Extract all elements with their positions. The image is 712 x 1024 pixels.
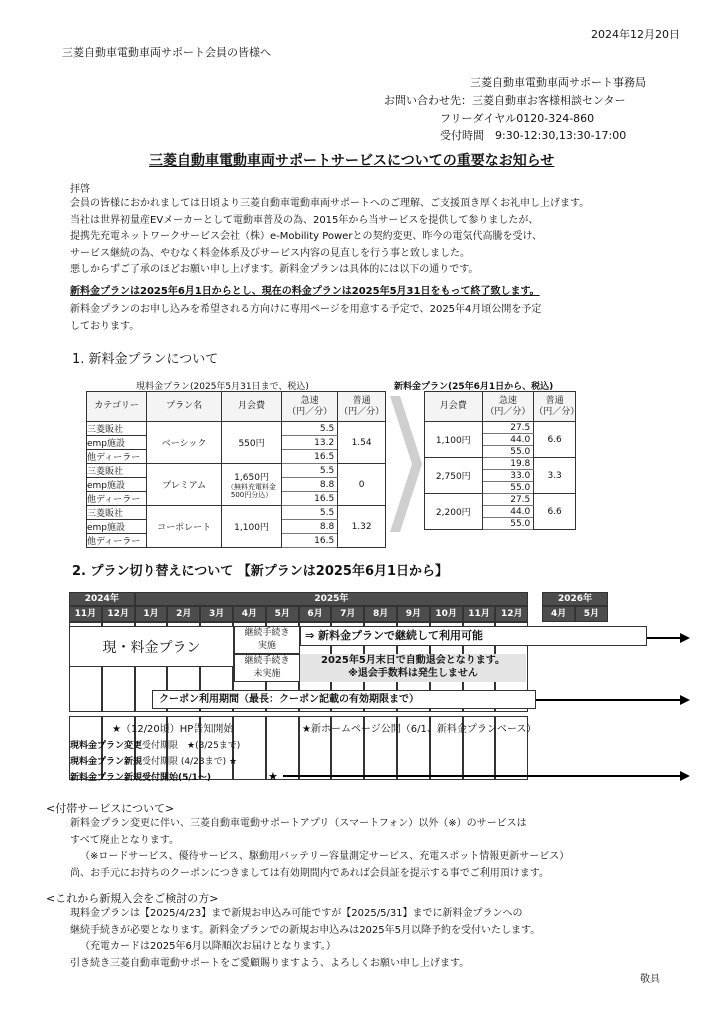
sender-office: 三菱自動車電動車両サポート事務局 bbox=[470, 76, 646, 89]
rapid-rate: 8.8 bbox=[282, 478, 338, 492]
rapid-rate: 16.5 bbox=[282, 450, 338, 464]
header-rapid: 急速 （円／分） bbox=[482, 392, 534, 422]
new-plan-caption: 新料金プラン(25年6月1日から、税込) bbox=[394, 382, 554, 392]
month-header: 9月 bbox=[397, 606, 430, 622]
header-plan: プラン名 bbox=[147, 392, 222, 422]
category-cell: 三菱販社 bbox=[87, 506, 147, 520]
rapid-rate: 5.5 bbox=[282, 506, 338, 520]
header-fee: 月会費 bbox=[221, 392, 281, 422]
addressee: 三菱自動車電動車両サポート会員の皆様へ bbox=[62, 46, 271, 59]
new-rapid-rate: 55.0 bbox=[482, 518, 534, 530]
page-info-line: 新料金プランのお申し込みを希望される方向けに専用ページを用意する予定で、2025年4月頃公開を予定 bbox=[70, 304, 542, 315]
month-header: 7月 bbox=[331, 606, 364, 622]
new-rapid-rate: 44.0 bbox=[482, 434, 534, 446]
body-line: 当社は世界初量産EVメーカーとして電動車普及の為、2015年から当サービスを提供して参りましたが、 bbox=[70, 214, 539, 226]
services-heading: <付帯サービスについて> bbox=[46, 802, 175, 815]
year-header: 2026年 bbox=[542, 592, 608, 606]
month-header: 12月 bbox=[102, 606, 135, 622]
greeting: 拝啓 bbox=[70, 184, 90, 195]
current-plan-box: 現・料金プラン bbox=[69, 626, 234, 667]
header-normal: 普通 （円／分） bbox=[534, 392, 576, 422]
star-icon: ★ bbox=[268, 770, 278, 783]
body-line: 会員の皆様におかれましては日頃より三菱自動車電動車両サポートへのご理解、ご支援頂き厚くお礼申し上げます。 bbox=[70, 198, 590, 209]
month-header: 12月 bbox=[495, 606, 528, 622]
page-info bbox=[70, 301, 541, 335]
newjoin-heading: <これから新規入会をご検討の方> bbox=[46, 892, 219, 905]
category-cell: 他ディーラー bbox=[87, 492, 147, 506]
page-info-line: しております。 bbox=[70, 321, 140, 332]
current-plan-table bbox=[86, 391, 386, 548]
header-category: カテゴリー bbox=[87, 392, 147, 422]
plan-name: プレミアム bbox=[147, 464, 222, 506]
category-cell: 三菱販社 bbox=[87, 422, 147, 436]
new-normal-rate: 6.6 bbox=[534, 422, 576, 458]
auto-cancel-text: 2025年5月末日で自動退会となります。 bbox=[321, 655, 505, 666]
plan-fee-note: （無料充電料金500円分込） bbox=[227, 483, 277, 499]
section2-heading: 2. プラン切り替えについて 【新プランは2025年6月1日から】 bbox=[72, 564, 449, 579]
change-deadline-text bbox=[70, 738, 240, 751]
plan-fee: 1,650円 bbox=[234, 473, 269, 483]
rapid-rate: 5.5 bbox=[282, 464, 338, 478]
current-plan-caption: 現料金プラン(2025年5月31日まで、税込) bbox=[136, 382, 309, 392]
newjoin-line: 引き続き三菱自動車電動サポートをご愛顧賜りますよう、よろしくお願い申し上げます。 bbox=[70, 957, 470, 969]
rapid-rate: 16.5 bbox=[282, 534, 338, 548]
category-cell: emp施設 bbox=[87, 478, 147, 492]
header-rapid: 急速 （円／分） bbox=[282, 392, 338, 422]
new-deadline-bold: 現料金プラン新規 bbox=[70, 757, 143, 767]
month-header: 4月 bbox=[233, 606, 266, 622]
month-header: 2月 bbox=[167, 606, 200, 622]
new-normal-rate: 6.6 bbox=[534, 494, 576, 530]
month-header: 4月 bbox=[542, 606, 575, 622]
new-start-arrow-head-icon bbox=[680, 771, 690, 781]
hp-notice-text: ★（12/20頃）HP告知開始 bbox=[112, 724, 234, 735]
month-header: 3月 bbox=[200, 606, 233, 622]
change-deadline-rest: 受付期限 ★(3/25まで) bbox=[142, 741, 241, 751]
services-line: 新料金プラン変更に伴い、三菱自動車電動サポートアプリ（スマートフォン）以外（※）のサービスは bbox=[70, 818, 527, 829]
new-rapid-rate: 19.8 bbox=[482, 458, 534, 470]
category-cell: 他ディーラー bbox=[87, 534, 147, 548]
coupon-period-box: クーポン利用期間（最長：クーポン記載の有効期限まで） bbox=[152, 690, 536, 709]
plan-fee: 550円 bbox=[221, 422, 281, 464]
category-cell: emp施設 bbox=[87, 436, 147, 450]
normal-rate: 1.54 bbox=[338, 422, 386, 464]
header-fee: 月会費 bbox=[425, 392, 483, 422]
continued-label: 継続手続き 実施 bbox=[234, 626, 300, 654]
auto-cancel-box bbox=[300, 654, 526, 682]
month-header: 8月 bbox=[364, 606, 397, 622]
transition-arrow-icon bbox=[390, 396, 424, 532]
rapid-rate: 8.8 bbox=[282, 520, 338, 534]
year-header: 2024年 bbox=[69, 592, 135, 606]
sender-hours: 受付時間 9:30-12:30,13:30-17:00 bbox=[440, 129, 627, 142]
new-rapid-rate: 55.0 bbox=[482, 446, 534, 458]
closing: 敬具 bbox=[640, 974, 660, 985]
body-line: 悪しからずご了承のほどお願い申し上げます。新料金プランは具体的には以下の通りです。 bbox=[70, 264, 479, 276]
rapid-rate: 5.5 bbox=[282, 422, 338, 436]
page-title: 三菱自動車電動車両サポートサービスについての重要なお知らせ bbox=[149, 153, 555, 169]
services-line: すべて廃止となります。 bbox=[70, 834, 179, 846]
continue-message: ⇒ 新料金プランで継続して利用可能 bbox=[300, 626, 647, 646]
new-deadline-rest: 受付期限 (4/23まで) ★ bbox=[142, 757, 238, 767]
not-continued-label: 継続手続き 未実施 bbox=[234, 654, 300, 682]
new-plan-fee: 2,750円 bbox=[425, 458, 483, 494]
rapid-rate: 16.5 bbox=[282, 492, 338, 506]
new-rapid-rate: 44.0 bbox=[482, 506, 534, 518]
change-deadline-bold: 現料金プラン変更 bbox=[70, 741, 143, 751]
category-cell: emp施設 bbox=[87, 520, 147, 534]
new-plan-fee: 1,100円 bbox=[425, 422, 483, 458]
newjoin-line: 継続手続きが必要となります。新料金プランでの新規お申込みは2025年5月以降予約を受付いたします。 bbox=[70, 924, 541, 936]
new-rapid-rate: 27.5 bbox=[482, 422, 534, 434]
sender-dial: フリーダイヤル0120-324-860 bbox=[440, 112, 595, 125]
new-rapid-rate: 55.0 bbox=[482, 482, 534, 494]
newjoin-text bbox=[70, 906, 540, 972]
plan-fee-cell bbox=[221, 464, 281, 506]
coupon-arrow-head-icon bbox=[680, 695, 690, 705]
newjoin-line: （充電カードは2025年6月以降順次お届けとなります。） bbox=[80, 941, 337, 952]
plan-name: ベーシック bbox=[147, 422, 222, 464]
new-rapid-rate: 33.0 bbox=[482, 470, 534, 482]
new-start-text: 新料金プラン新規受付開始(5/1～) bbox=[70, 773, 212, 783]
services-line: 尚、お手元にお持ちのクーポンにつきましては有効期間内であれば会員証を提示する事でご利用頂けます。 bbox=[70, 867, 549, 879]
services-text bbox=[70, 816, 569, 882]
month-header: 6月 bbox=[299, 606, 332, 622]
newjoin-line: 現料金プランは【2025/4/23】まで新規お申込み可能ですが【2025/5/31】までに新料金プランへの bbox=[70, 908, 523, 919]
section1-heading: 1. 新料金プランについて bbox=[72, 352, 219, 367]
services-line: （※ロードサービス、優待サービス、駆動用バッテリー容量測定サービス、充電スポット情報更新サービス） bbox=[80, 851, 570, 862]
header-normal: 普通 （円／分） bbox=[338, 392, 386, 422]
no-fee-text: ※退会手数料は発生しません bbox=[348, 668, 478, 679]
new-rapid-rate: 27.5 bbox=[482, 494, 534, 506]
body-text bbox=[70, 196, 589, 279]
grid-cell bbox=[266, 716, 299, 780]
month-header: 1月 bbox=[135, 606, 168, 622]
body-line: サービス継続の為、やむなく料金体系及びサービス内容の見直しを行う事と致しました。 bbox=[70, 247, 470, 259]
plan-name: コーポレート bbox=[147, 506, 222, 548]
month-header: 10月 bbox=[430, 606, 463, 622]
new-normal-rate: 3.3 bbox=[534, 458, 576, 494]
sender-contact: お問い合わせ先：三菱自動車お客様相談センター bbox=[384, 94, 626, 107]
normal-rate: 0 bbox=[338, 464, 386, 506]
month-header: 11月 bbox=[463, 606, 496, 622]
month-header: 5月 bbox=[575, 606, 608, 622]
document-date: 2024年12月20日 bbox=[591, 28, 680, 41]
year-header: 2025年 bbox=[135, 592, 529, 606]
new-plan-fee: 2,200円 bbox=[425, 494, 483, 530]
plan-fee: 1,100円 bbox=[221, 506, 281, 548]
month-header: 5月 bbox=[266, 606, 299, 622]
new-hp-text: ★新ホームページ公開（6/1、新料金プランベース） bbox=[302, 724, 537, 735]
month-header: 11月 bbox=[69, 606, 102, 622]
continue-arrow-head-icon bbox=[680, 633, 690, 643]
category-cell: 三菱販社 bbox=[87, 464, 147, 478]
emphasis-notice: 新料金プランは2025年6月1日からとし、現在の料金プランは2025年5月31日をもって終了致します。 bbox=[70, 286, 540, 297]
normal-rate: 1.32 bbox=[338, 506, 386, 548]
rapid-rate: 13.2 bbox=[282, 436, 338, 450]
new-deadline-text bbox=[70, 754, 237, 767]
body-line: 提携先充電ネットワークサービス会社（株）e-Mobility Powerとの契約変更、昨今の電気代高騰を受け、 bbox=[70, 231, 543, 243]
new-plan-table bbox=[424, 391, 580, 530]
category-cell: 他ディーラー bbox=[87, 450, 147, 464]
